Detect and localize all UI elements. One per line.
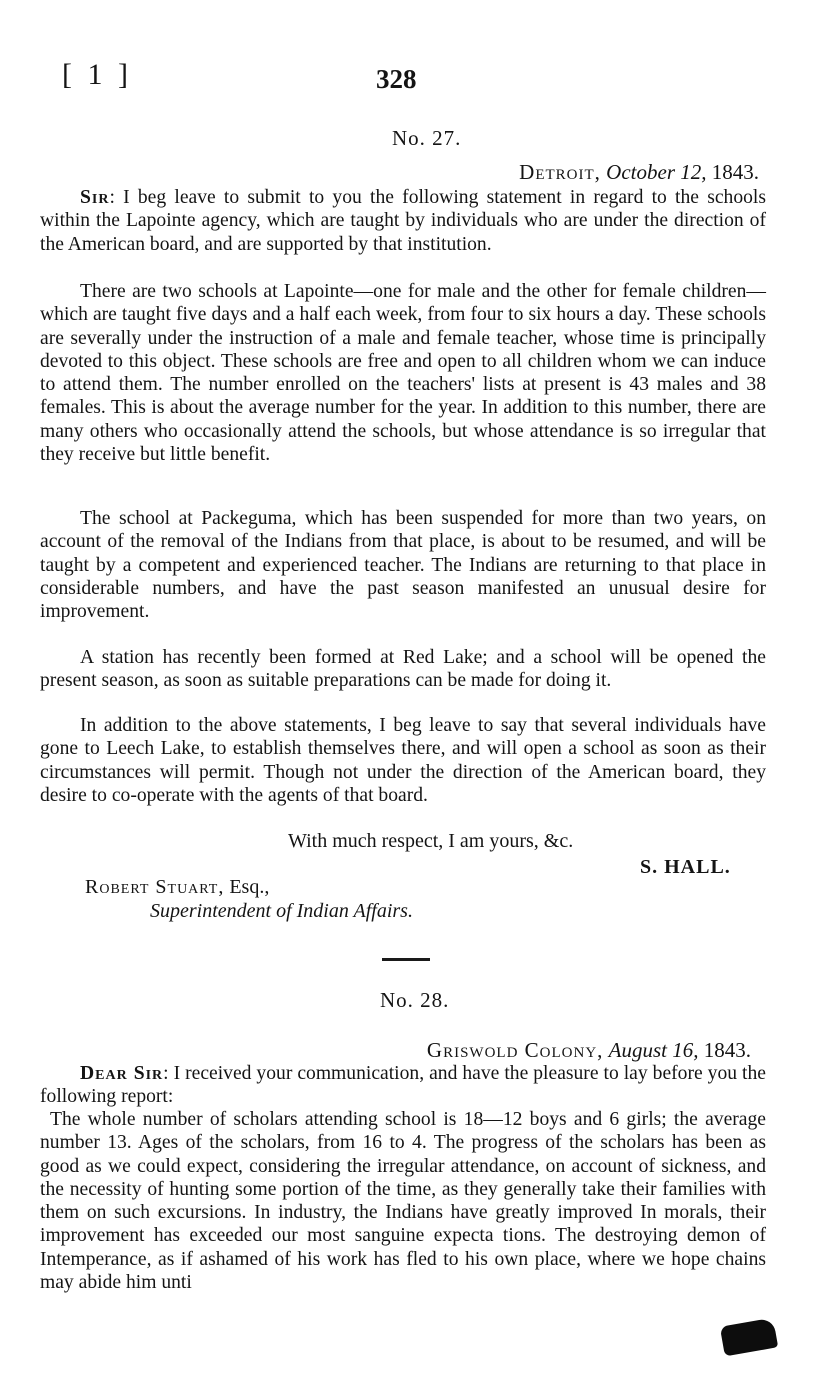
ink-smudge bbox=[720, 1318, 778, 1357]
letter-1-paragraph-5: In addition to the above statements, I beg leave to say that several individuals have gone to Leech Lake, to establish themselves there, and will open a school as soon as their circumstances will permit. Though not under the direction of the American board, they desire to co-operate with the agents of that board. bbox=[40, 715, 766, 806]
letter-1-addressee-suffix: Esq., bbox=[224, 876, 270, 898]
letter-2-paragraph-1-text: : I received your communication, and have the pleasure to lay before you the following report: bbox=[40, 1063, 766, 1108]
letter-1-addressee-name: Robert Stuart, bbox=[85, 876, 225, 898]
document-reference: [ 1 ] bbox=[62, 58, 132, 91]
letter-1-paragraph-2: There are two schools at Lapointe—one for male and the other for female children—which are taught five days and a half each week, from four to six hours a day. These schools are severally under the instruction of a male and female teacher, whose time is principally devoted to this object. These schools are free and open to all children whom we can induce to attend them. The number enrolled on the teachers' lists at present is 43 males and 38 females. This is about the average number for the year. In addition to this number, there are many others who occasionally attend the schools, but whose attendance is so irregular that they receive but little benefit. bbox=[40, 281, 766, 466]
letter-2-paragraph-1 bbox=[40, 1062, 766, 1109]
letter-1-paragraph-1-text: : I beg leave to submit to you the following statement in regard to the schools within the Lapointe agency, which are taught by individuals who are under the direction of the American board, and are supported by that institution. bbox=[40, 187, 766, 255]
letter-1-addressee-title: Superintendent of Indian Affairs. bbox=[150, 900, 413, 922]
letter-1-paragraph-4: A station has recently been formed at Red Lake; and a school will be opened the present season, as soon as suitable preparations can be made for doing it. bbox=[40, 647, 766, 692]
letter-2-date-place: Griswold Colony, bbox=[426, 1038, 604, 1062]
letter-2-date-year: 1843. bbox=[703, 1038, 751, 1062]
letter-1-paragraph-3: The school at Packeguma, which has been suspended for more than two years, on account of the removal of the Indians from that place, is about to be resumed, and will be taught by a competent and experienced teacher. The Indians are returning to that place in considerable numbers, and have the past season manifested an unusual desire for improvement. bbox=[40, 508, 766, 623]
letter-1-date-place: Detroit, bbox=[519, 160, 601, 184]
letter-1-closing: With much respect, I am yours, &c. bbox=[288, 830, 574, 852]
letter-2-date-month-day: August 16, bbox=[608, 1038, 699, 1062]
letter-1-addressee bbox=[85, 876, 269, 899]
letter-1-paragraph-1 bbox=[40, 186, 766, 256]
letter-1-dateline bbox=[519, 160, 759, 185]
letter-2-salutation: Dear Sir bbox=[80, 1063, 164, 1084]
section-divider bbox=[382, 958, 430, 961]
letter-2-number: No. 28. bbox=[380, 988, 450, 1012]
letter-1-salutation: Sir bbox=[80, 187, 110, 208]
letter-1-signature: S. HALL. bbox=[640, 856, 731, 878]
letter-2-paragraph-2: The whole number of scholars attending school is 18—12 boys and 6 girls; the average number 13. Ages of the scholars, from 16 to 4. The progress of the scholars has been as good as we could expect, considering the irregular attendance, on account of sickness, and the necessity of hunting some portion of the time, as they generally take their families with them on such excursions. In industry, the Indians have greatly improved In morals, their improvement has exceeded our most sanguine expecta tions. The destroying demon of Intemperance, as if ashamed of his work has fled to his own place, where we hope chains may abide him unti bbox=[40, 1109, 766, 1294]
page-number: 328 bbox=[376, 64, 417, 94]
letter-1-number: No. 27. bbox=[392, 126, 462, 150]
letter-1-date-year: 1843. bbox=[711, 160, 759, 184]
letter-2-dateline bbox=[427, 1038, 751, 1063]
letter-1-date-month-day: October 12, bbox=[606, 160, 707, 184]
